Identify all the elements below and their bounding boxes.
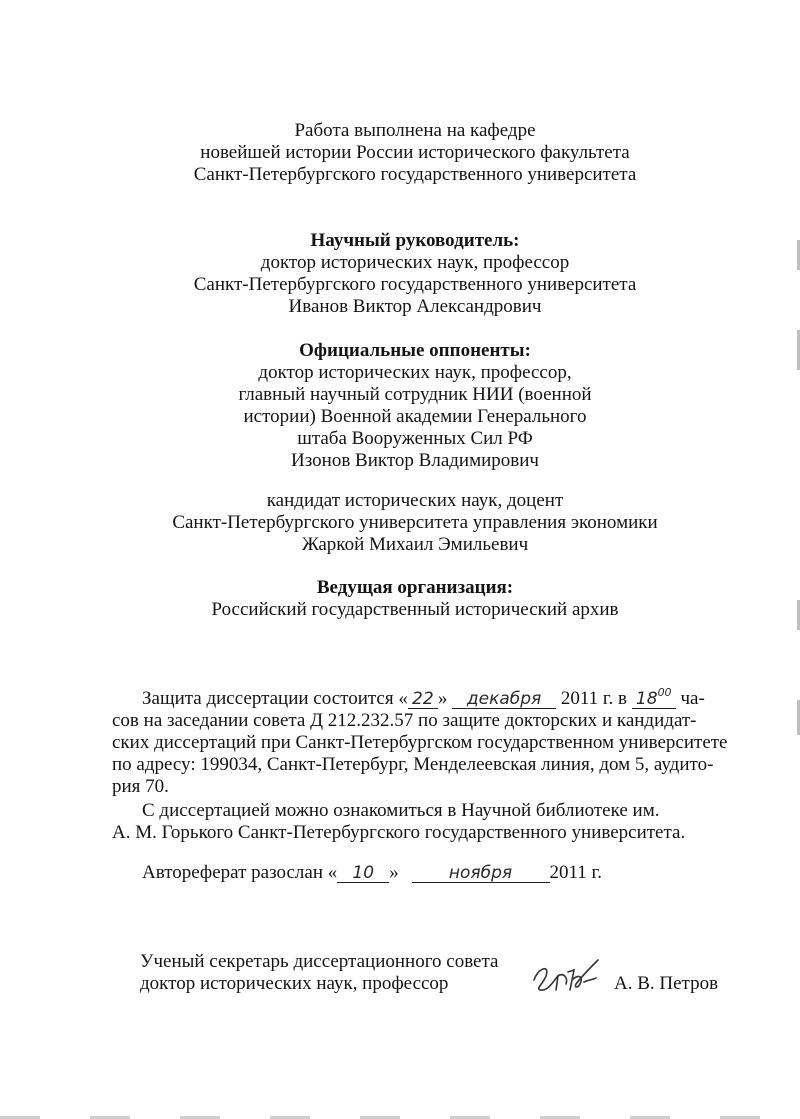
header-line: новейшей истории России исторического факультета <box>200 142 630 163</box>
library-paragraph <box>112 800 717 844</box>
supervisor-line: Иванов Виктор Александрович <box>288 296 542 317</box>
header-block <box>0 120 800 186</box>
opponent-line: штаба Вооруженных Сил РФ <box>297 428 533 449</box>
defense-line: сов на заседании совета Д 212.232.57 по защите докторских и кандидат- <box>112 710 697 731</box>
opponent-line: Жаркой Михаил Эмильевич <box>301 534 529 555</box>
defense-line: Защита диссертации состоится « 22 » декабря 2011 г. в $18^{00}$ ча- <box>142 686 705 709</box>
lead-org-heading: Ведущая организация: <box>316 577 514 598</box>
opponent-line: кандидат исторических наук, доцент <box>266 490 564 511</box>
supervisor-block <box>0 230 800 318</box>
supervisor-heading: Научный руководитель: <box>310 230 520 251</box>
opponent-line: доктор исторических наук, профессор, <box>258 362 572 383</box>
library-line: А. М. Горького Санкт-Петербургского государственного университета. <box>112 822 686 843</box>
opponents-heading: Официальные оппоненты: <box>299 340 531 361</box>
handwritten-mailed-day: 10 <box>337 864 389 883</box>
defense-line: рия 70. <box>112 776 169 797</box>
handwritten-hour: $18^{00}$ <box>632 684 676 709</box>
opponent-line: главный научный сотрудник НИИ (военной <box>238 384 592 405</box>
secretary-title: Ученый секретарь диссертационного совета <box>140 951 499 972</box>
secretary-degree: доктор исторических наук, профессор <box>140 973 449 994</box>
opponents-block <box>0 340 800 472</box>
header-line: Санкт-Петербургского государственного университета <box>193 164 637 185</box>
secretary-block <box>140 951 498 995</box>
header-line: Работа выполнена на кафедре <box>294 120 536 141</box>
mailed-line: Автореферат разослан « 10 » ноября 2011 г. <box>142 862 602 883</box>
defense-line: по адресу: 199034, Санкт-Петербург, Менделеевская линия, дом 5, аудито- <box>112 754 714 775</box>
library-line: С диссертацией можно ознакомиться в Научной библиотеке им. <box>142 800 660 821</box>
opponent-line: истории) Военной академии Генерального <box>243 406 587 427</box>
defense-line: ских диссертаций при Санкт-Петербургском государственном университете <box>112 732 728 753</box>
handwritten-mailed-month: ноября <box>412 864 550 883</box>
opponent-line: Санкт-Петербургского университета управления экономики <box>172 512 658 533</box>
supervisor-line: доктор исторических наук, профессор <box>260 252 570 273</box>
lead-org-block <box>0 577 800 621</box>
defense-paragraph <box>112 684 728 798</box>
supervisor-line: Санкт-Петербургского государственного университета <box>193 274 637 295</box>
opponent-second-block <box>0 490 800 556</box>
signature-icon <box>528 950 608 1002</box>
lead-org-line: Российский государственный исторический архив <box>211 599 619 620</box>
opponent-line: Изонов Виктор Владимирович <box>291 450 539 471</box>
secretary-name: А. В. Петров <box>614 973 719 994</box>
handwritten-day: 22 <box>408 690 438 709</box>
handwritten-month: декабря <box>452 690 556 709</box>
